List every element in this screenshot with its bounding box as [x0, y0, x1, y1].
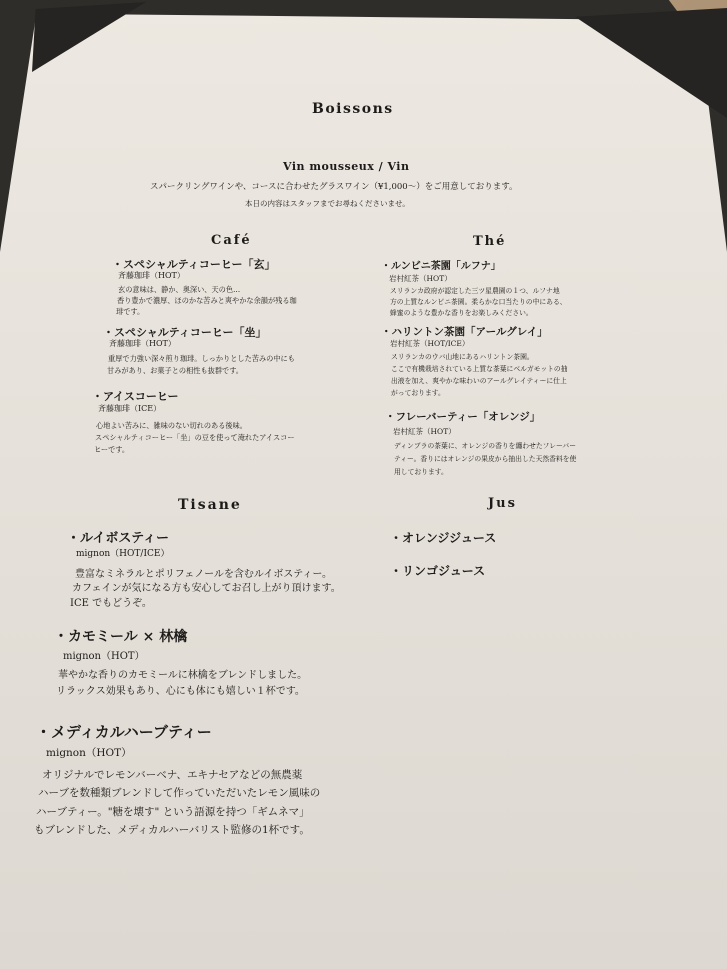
- tisane-item-name: ・カモミール × 林檎: [54, 629, 188, 645]
- cafe-item-desc: 心地よい苦みに、雑味のない切れのある後味。: [96, 421, 247, 430]
- the-item-desc: ディンブラの茶葉に、オレンジの香りを纏わせたフレーバー: [394, 442, 577, 450]
- the-item-desc: 方の上質なルンビニ茶園。柔らかな口当たりの中にある、: [390, 298, 567, 306]
- tisane-item-desc: ハーブを数種類ブレンドして作っていただいたレモン風味の: [38, 787, 321, 799]
- tisane-item-desc: ICE でもどうぞ。: [70, 598, 152, 609]
- menu-title: Boissons: [312, 101, 394, 117]
- tisane-item-desc: 華やかな香りのカモミールに林檎をブレンドしました。: [58, 670, 308, 681]
- the-item-desc: スリランカ政府が認定した三ツ星農園の１つ、ルフナ地: [390, 287, 560, 295]
- tisane-item-name: ・ルイボスティー: [67, 531, 170, 546]
- jus-item: ・オレンジジュース: [390, 531, 497, 545]
- cafe-item-name: ・スペシャルティコーヒー「坐」: [103, 326, 267, 339]
- cafe-item-name: ・アイスコーヒー: [92, 390, 179, 403]
- the-item-sub: 岩村紅茶（HOT/ICE）: [390, 339, 470, 348]
- cafe-item-desc: 琲です。: [116, 307, 145, 316]
- cafe-item-sub: 斉藤珈琲（HOT）: [109, 339, 176, 348]
- cafe-item-desc: ヒーです。: [94, 445, 130, 454]
- tisane-item-desc: リラックス効果もあり、心にも体にも嬉しい１杯です。: [56, 686, 305, 697]
- tisane-item-desc: もブレンドした、メディカルハーバリスト監修の1杯です。: [34, 824, 310, 836]
- cafe-heading: Café: [211, 233, 252, 248]
- cafe-item-desc: 重厚で力強い深々煎り珈琲。しっかりとした苦みの中にも: [108, 354, 295, 363]
- tisane-item-name: ・メディカルハーブティー: [36, 723, 212, 741]
- tisane-item-sub: mignon（HOT/ICE）: [76, 549, 170, 559]
- the-item-desc: がっております。: [391, 389, 445, 397]
- the-item-sub: 岩村紅茶（HOT）: [393, 427, 456, 436]
- cafe-item-desc: 玄の意味は、静か、奥深い、天の色…: [118, 285, 241, 294]
- cafe-item-desc: 香り豊かで濃厚、ほのかな苦みと爽やかな余韻が残る珈: [117, 296, 297, 305]
- cafe-item-sub: 斉藤珈琲（HOT）: [118, 271, 185, 280]
- jus-heading: Jus: [488, 496, 517, 511]
- wine-note: 本日の内容はスタッフまでお尋ねくださいませ。: [245, 199, 410, 208]
- cafe-item-name: ・スペシャルティコーヒー「玄」: [112, 258, 276, 271]
- tisane-item-sub: mignon（HOT）: [63, 651, 145, 662]
- the-item-desc: ここで有機栽培されている上質な茶葉にベルガモットの抽: [391, 365, 568, 373]
- tisane-item-desc: オリジナルでレモンバーベナ、エキナセアなどの無農薬: [42, 769, 303, 781]
- tisane-item-desc: カフェインが気になる方も安心してお召し上がり頂けます。: [72, 583, 341, 594]
- the-item-desc: 出液を加え、爽やかな味わいのアールグレイティーに仕上: [391, 377, 567, 385]
- the-item-desc: 用しております。: [394, 468, 448, 476]
- the-item-desc: ティー。香りにはオレンジの果皮から抽出した天然香料を使: [394, 455, 577, 463]
- the-item-desc: スリランカのウバ山地にあるハリントン茶園。: [391, 353, 534, 361]
- tisane-heading: Tisane: [178, 497, 242, 513]
- cafe-item-sub: 斉藤珈琲（ICE）: [98, 404, 162, 413]
- wine-description: スパークリングワインや、コースに合わせたグラスワイン（¥1,000〜）をご用意しております。: [150, 182, 518, 192]
- tisane-item-desc: 豊富なミネラルとポリフェノールを含むルイボスティー。: [75, 569, 332, 580]
- cafe-item-desc: 甘みがあり、お菓子との相性も抜群です。: [107, 366, 243, 375]
- tisane-item-desc: ハーブティー。"糖を壊す" という語源を持つ「ギムネマ」: [36, 806, 310, 818]
- the-item-name: ・ルンビニ茶園「ルフナ」: [381, 261, 501, 272]
- the-item-desc: 蜂蜜のような豊かな香りをお楽しみください。: [390, 309, 533, 317]
- the-item-name: ・フレーバーティー「オレンジ」: [385, 411, 541, 423]
- cafe-item-desc: スペシャルティコーヒー「坐」の豆を使って淹れたアイスコー: [95, 433, 295, 442]
- the-item-name: ・ハリントン茶園「アールグレイ」: [381, 326, 548, 338]
- the-item-sub: 岩村紅茶（HOT）: [389, 274, 452, 283]
- the-heading: Thé: [473, 234, 507, 249]
- tisane-item-sub: mignon（HOT）: [46, 747, 132, 759]
- wine-heading: Vin mousseux / Vin: [283, 160, 410, 173]
- jus-item: ・リンゴジュース: [390, 564, 486, 578]
